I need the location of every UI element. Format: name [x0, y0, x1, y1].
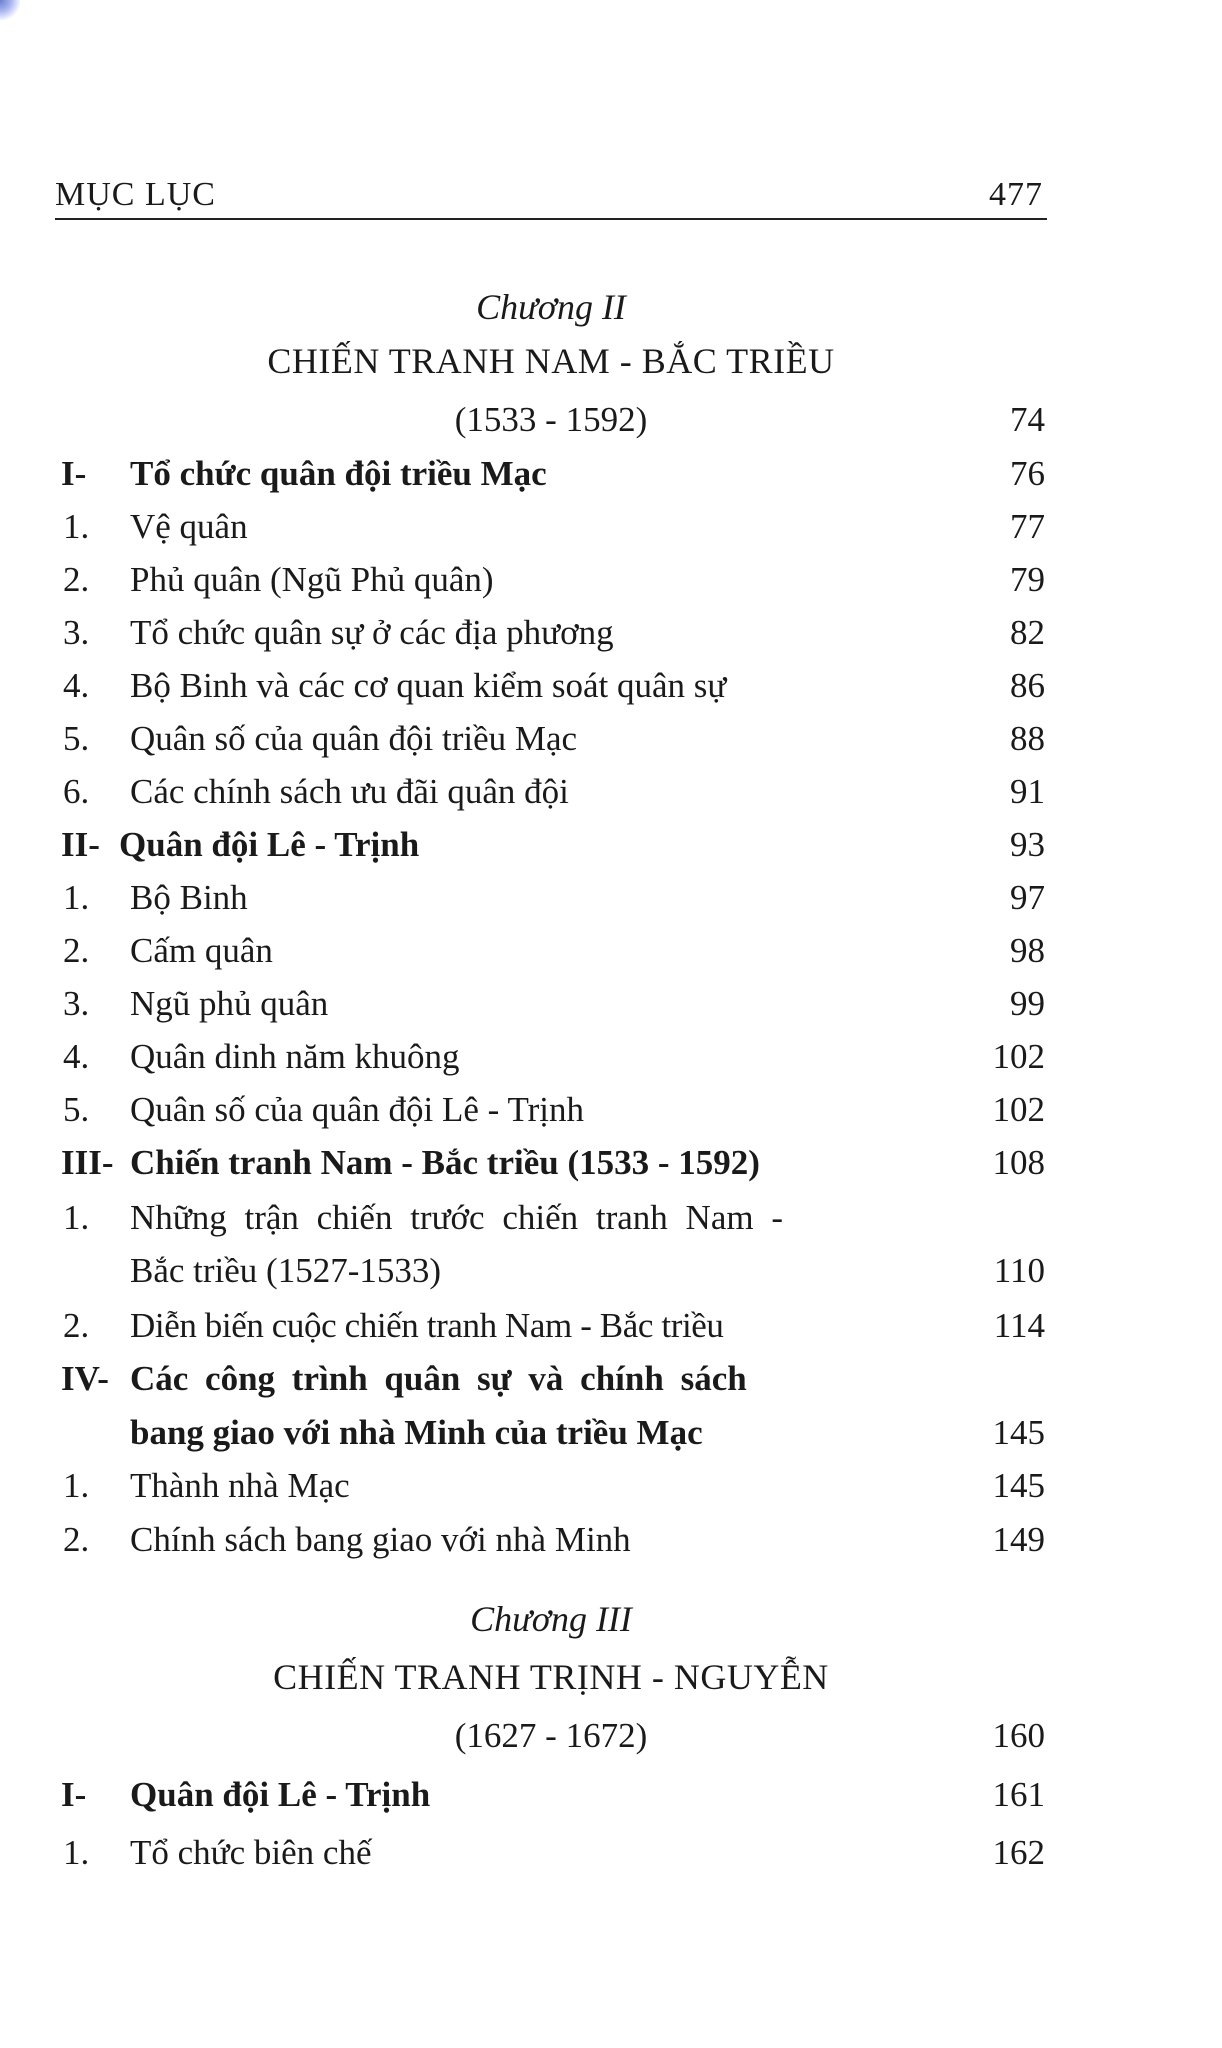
item-title: Tổ chức biên chế: [130, 1833, 372, 1872]
toc-page-number: 99: [1010, 984, 1045, 1023]
toc-section-row: [55, 1143, 1045, 1183]
section-title-line-1: Các công trình quân sự và chính sách: [130, 1359, 747, 1398]
item-number: 2.: [63, 1306, 90, 1345]
toc-item-row: [55, 984, 1045, 1024]
toc-section-row: [55, 1359, 1045, 1399]
toc-item-row: [55, 1833, 1045, 1873]
toc-page: [55, 0, 1047, 2048]
item-number: 4.: [63, 1037, 90, 1076]
chapter-2-title: CHIẾN TRANH NAM - BẮC TRIỀU: [267, 341, 835, 381]
item-number: 2.: [63, 931, 90, 970]
toc-item-row: [55, 666, 1045, 706]
justified-line: [130, 1198, 938, 1238]
chapter-3-years-row: [55, 1716, 1045, 1756]
item-title-line-2: Bắc triều (1527-1533): [130, 1251, 442, 1290]
item-number: 3.: [63, 984, 90, 1023]
toc-section-row-continued: [55, 1413, 1045, 1453]
toc-item-row: [55, 560, 1045, 600]
item-title: Cấm quân: [130, 931, 273, 970]
item-title: Bộ Binh và các cơ quan kiểm soát quân sự: [130, 666, 727, 705]
chapter-3-title: CHIẾN TRANH TRỊNH - NGUYỄN: [273, 1657, 829, 1697]
item-number: 1.: [63, 1833, 90, 1872]
toc-item-row: [55, 878, 1045, 918]
page-edge-decoration: [0, 0, 20, 20]
toc-item-row: [55, 1520, 1045, 1560]
item-title: Quân dinh năm khuông: [130, 1037, 460, 1076]
section-title: Quân đội Lê - Trịnh: [130, 1775, 431, 1814]
toc-page-number: 102: [992, 1090, 1045, 1129]
toc-page-number: 110: [993, 1251, 1045, 1290]
page-number: 477: [989, 176, 1043, 213]
toc-page-number: 82: [1010, 613, 1045, 652]
running-header-title: MỤC LỤC: [55, 176, 216, 213]
section-title-line-2: bang giao với nhà Minh của triều Mạc: [130, 1413, 703, 1452]
item-number: 5.: [63, 1090, 90, 1129]
item-title-line-1-text: Những trận chiến trước chiến tranh Nam -: [130, 1198, 783, 1237]
item-title: Phủ quân (Ngũ Phủ quân): [130, 560, 494, 599]
toc-section-row: [55, 1775, 1045, 1815]
toc-page-number: 97: [1010, 878, 1045, 917]
item-number: 1.: [63, 507, 90, 546]
toc-item-row-continued: [55, 1251, 1045, 1291]
toc-item-row: [55, 1037, 1045, 1077]
item-number: 4.: [63, 666, 90, 705]
item-title: Diễn biến cuộc chiến tranh Nam - Bắc triều: [130, 1306, 724, 1345]
toc-item-row: [55, 931, 1045, 971]
toc-page-number: 91: [1010, 772, 1045, 811]
item-number: 6.: [63, 772, 90, 811]
chapter-3-years: (1627 - 1672): [454, 1716, 648, 1755]
item-title: Vệ quân: [130, 507, 248, 546]
toc-page-number: 162: [992, 1833, 1045, 1872]
section-title: Chiến tranh Nam - Bắc triều (1533 - 1592): [130, 1143, 760, 1182]
toc-item-row: [55, 772, 1045, 812]
toc-page-number: 77: [1010, 507, 1045, 546]
item-title: Tổ chức quân sự ở các địa phương: [130, 613, 614, 652]
item-title: Quân số của quân đội Lê - Trịnh: [130, 1090, 584, 1129]
section-number: III-: [61, 1143, 114, 1182]
item-number: 2.: [63, 560, 90, 599]
chapter-2-years-row: [55, 400, 1045, 440]
chapter-2-label: Chương II: [476, 287, 626, 327]
toc-page-number: 86: [1010, 666, 1045, 705]
item-number: 3.: [63, 613, 90, 652]
item-number: 2.: [63, 1520, 90, 1559]
toc-section-row: [55, 454, 1045, 494]
section-number: I-: [61, 1775, 87, 1814]
item-title: Các chính sách ưu đãi quân đội: [130, 772, 569, 811]
item-title-line-1: [130, 1198, 938, 1238]
item-number: 1.: [63, 1466, 90, 1505]
chapter-3-page: 160: [992, 1716, 1045, 1755]
item-number: 1.: [63, 878, 90, 917]
item-title: Ngũ phủ quân: [130, 984, 329, 1023]
section-title: Quân đội Lê - Trịnh: [119, 825, 420, 864]
toc-item-row: [55, 719, 1045, 759]
section-number: IV-: [61, 1359, 109, 1398]
toc-page-number: 145: [992, 1466, 1045, 1505]
toc-page-number: 102: [992, 1037, 1045, 1076]
toc-page-number: 98: [1010, 931, 1045, 970]
toc-page-number: 149: [992, 1520, 1045, 1559]
toc-item-row: [55, 1198, 1045, 1238]
toc-page-number: 161: [992, 1775, 1045, 1814]
toc-item-row: [55, 1466, 1045, 1506]
toc-item-row: [55, 507, 1045, 547]
toc-item-row: [55, 613, 1045, 653]
section-title: Tổ chức quân đội triều Mạc: [130, 454, 547, 493]
chapter-3-label: Chương III: [470, 1599, 632, 1639]
item-title: Quân số của quân đội triều Mạc: [130, 719, 578, 758]
toc-page-number: 79: [1010, 560, 1045, 599]
toc-section-row: [55, 825, 1045, 865]
toc-page-number: 108: [992, 1143, 1045, 1182]
toc-page-number: 145: [992, 1413, 1045, 1452]
toc-page-number: 76: [1010, 454, 1045, 493]
toc-page-number: 88: [1010, 719, 1045, 758]
toc-page-number: 114: [993, 1306, 1045, 1345]
chapter-2-years: (1533 - 1592): [454, 400, 648, 439]
toc-item-row: [55, 1306, 1045, 1346]
running-header: [55, 176, 1047, 220]
section-number: II-: [61, 825, 100, 864]
item-title: Bộ Binh: [130, 878, 248, 917]
item-number: 5.: [63, 719, 90, 758]
toc-page-number: 93: [1010, 825, 1045, 864]
section-number: I-: [61, 454, 87, 493]
toc-item-row: [55, 1090, 1045, 1130]
item-title: Thành nhà Mạc: [130, 1466, 350, 1505]
chapter-2-page: 74: [1010, 400, 1045, 439]
item-number: 1.: [63, 1198, 90, 1237]
item-title: Chính sách bang giao với nhà Minh: [130, 1520, 631, 1559]
